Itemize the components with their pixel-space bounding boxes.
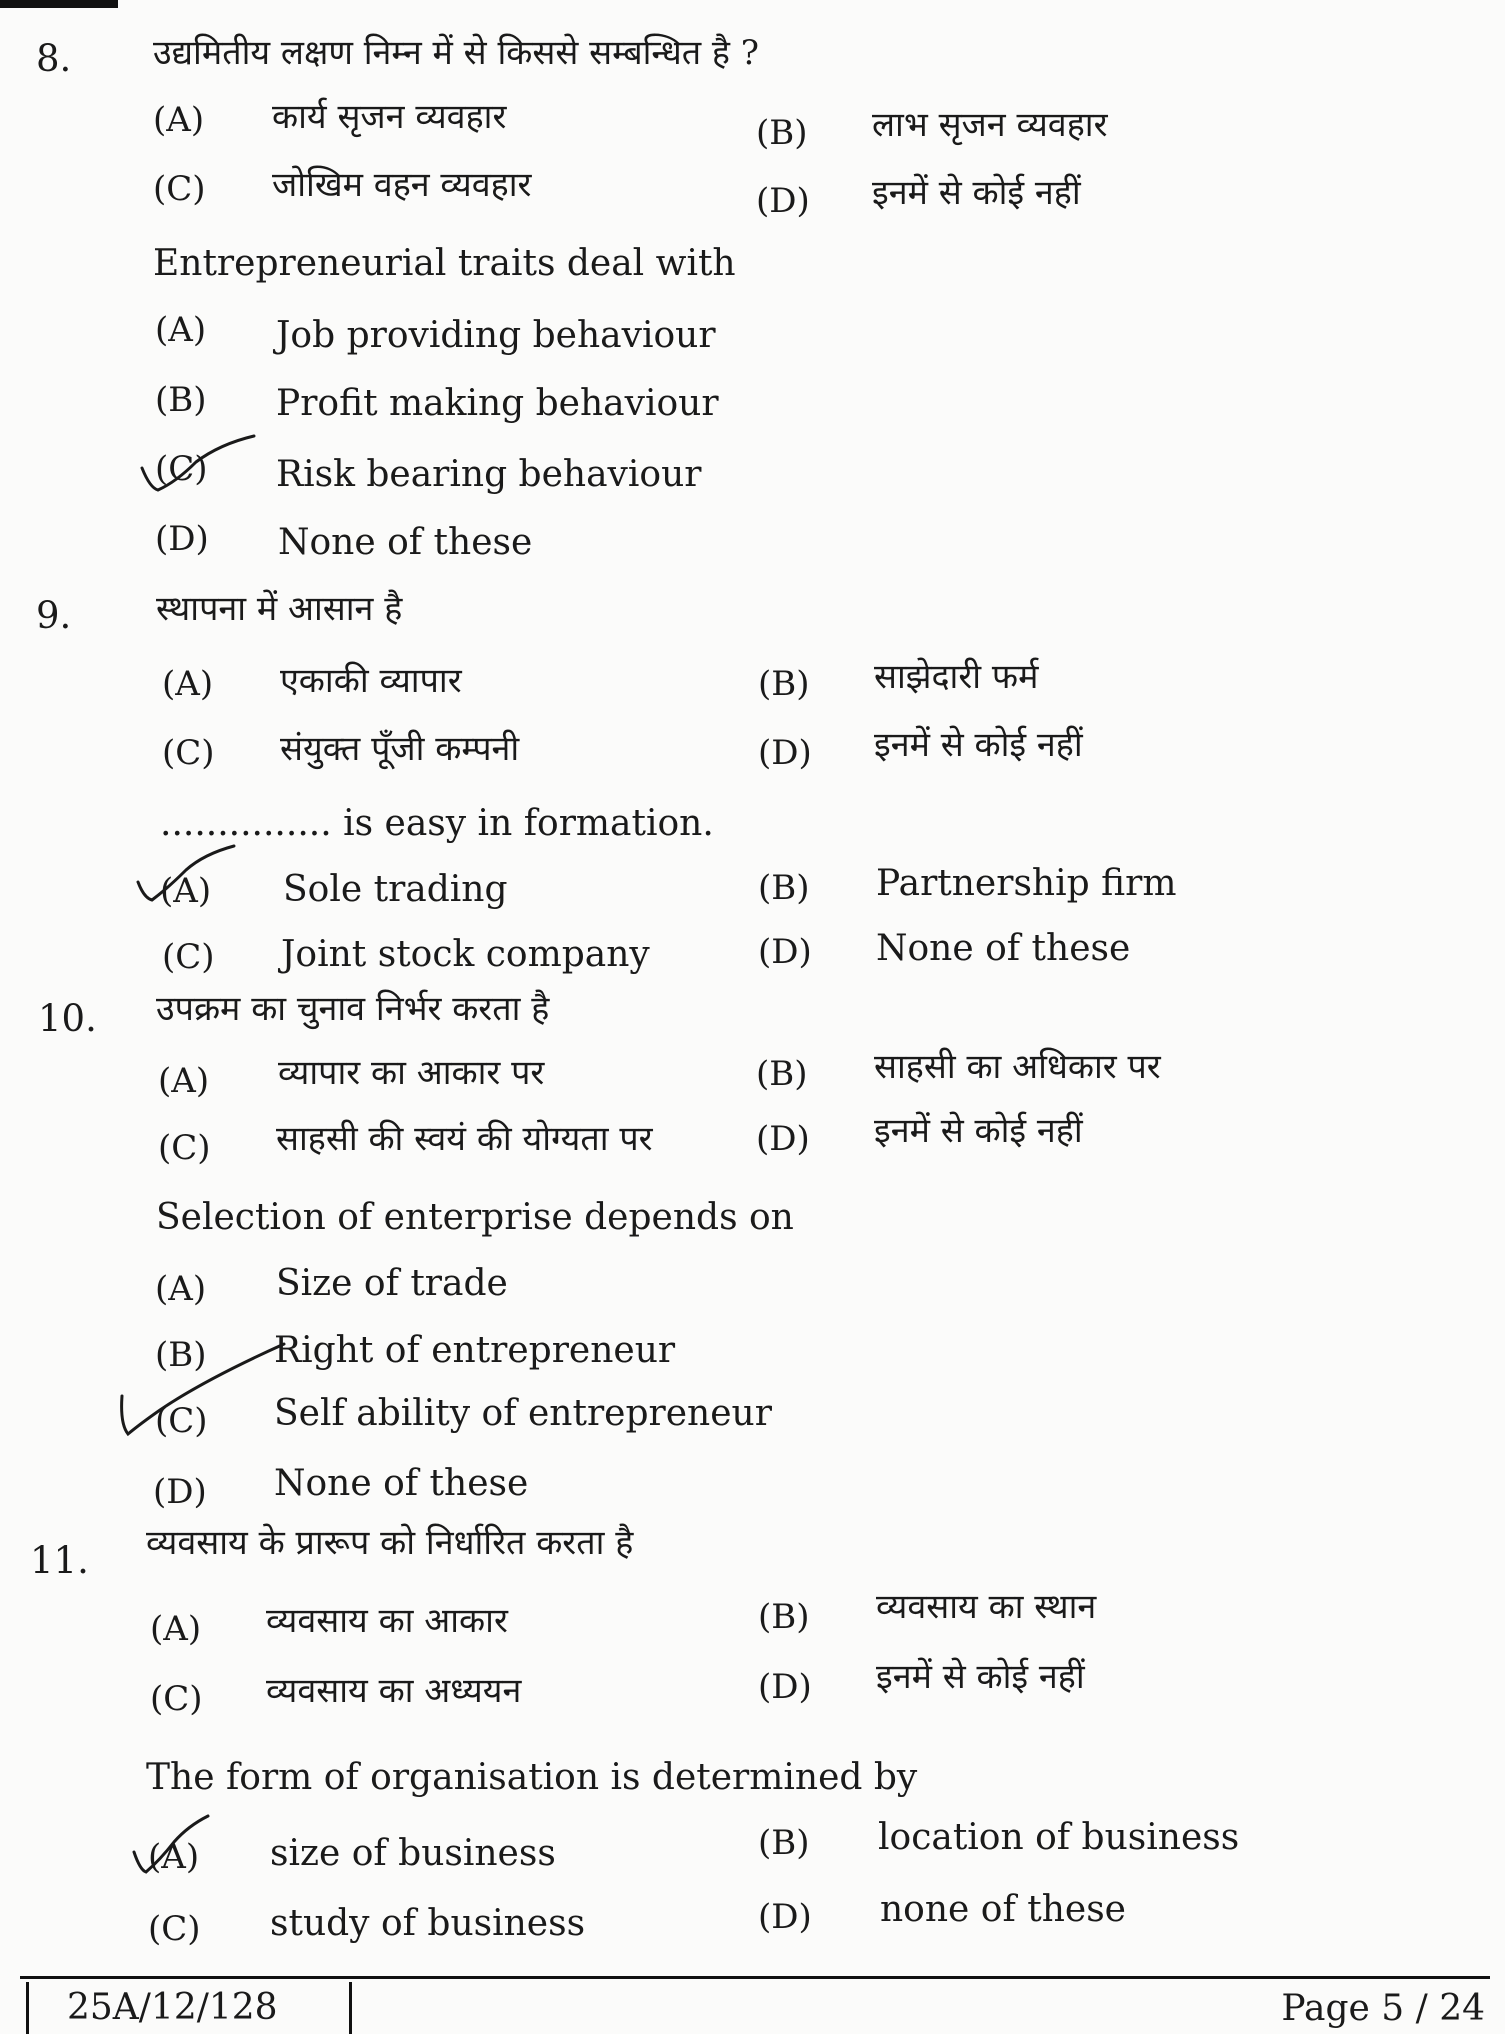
option-label: (A): [148, 1837, 200, 1877]
paper-code: 25A/12/128: [26, 1982, 352, 2034]
tick-mark-icon: [128, 1812, 218, 1882]
option-text-hindi: व्यवसाय का स्थान: [876, 1587, 1097, 1627]
option-label: (B): [756, 113, 808, 153]
question-stem-english: The form of organisation is determined by: [146, 1757, 918, 1798]
question-stem-hindi: उद्यमितीय लक्षण निम्न में से किससे सम्बन्धित है ?: [153, 33, 760, 73]
option-label: (C): [155, 1401, 208, 1441]
question-number: 8.: [36, 37, 72, 80]
option-text-hindi: इनमें से कोई नहीं: [872, 173, 1081, 213]
option-text-hindi: इनमें से कोई नहीं: [874, 1111, 1083, 1151]
option-text-hindi: साझेदारी फर्म: [874, 657, 1039, 697]
option-text-hindi: इनमें से कोई नहीं: [874, 725, 1083, 765]
option-label: (A): [162, 664, 214, 704]
option-label: (C): [148, 1909, 201, 1949]
option-label: (B): [155, 1335, 207, 1375]
option-label: (A): [155, 1269, 207, 1309]
option-label: (B): [155, 380, 207, 420]
option-label: (B): [758, 1597, 810, 1637]
question-stem-english: Entrepreneurial traits deal with: [153, 243, 736, 284]
option-text-hindi: जोखिम वहन व्यवहार: [272, 165, 532, 205]
option-label: (C): [162, 733, 215, 773]
question-number: 10.: [38, 997, 97, 1040]
option-text-english: Job providing behaviour: [276, 315, 716, 356]
option-label: (B): [758, 1823, 810, 1863]
option-text-english: location of business: [878, 1817, 1240, 1858]
option-text-hindi: लाभ सृजन व्यवहार: [872, 105, 1108, 145]
option-text-english: None of these: [876, 928, 1131, 969]
option-text-english: Partnership firm: [876, 863, 1177, 904]
option-text-hindi: व्यापार का आकार पर: [278, 1053, 545, 1093]
option-text-hindi: व्यवसाय का अध्ययन: [266, 1671, 522, 1711]
option-label: (B): [756, 1054, 808, 1094]
option-label: (B): [758, 868, 810, 908]
option-label: (D): [756, 181, 810, 221]
question-stem-english: ............... is easy in formation.: [160, 803, 714, 844]
option-label: (D): [758, 932, 812, 972]
option-text-hindi: इनमें से कोई नहीं: [876, 1657, 1085, 1697]
option-label: (D): [153, 1472, 207, 1512]
option-label: (A): [153, 100, 205, 140]
question-stem-hindi: व्यवसाय के प्रारूप को निर्धारित करता है: [146, 1523, 634, 1563]
option-text-english: Profit making behaviour: [276, 383, 719, 424]
tick-mark-icon: [136, 432, 266, 502]
option-label: (D): [758, 733, 812, 773]
tick-mark-icon: [134, 842, 244, 912]
option-text-english: size of business: [270, 1833, 556, 1874]
option-label: (C): [162, 937, 215, 977]
option-label: (D): [758, 1667, 812, 1707]
top-edge-mark: [0, 0, 118, 8]
option-label: (A): [160, 871, 212, 911]
option-text-english: Joint stock company: [281, 934, 650, 975]
question-stem-english: Selection of enterprise depends on: [156, 1197, 794, 1238]
footer-rule: [20, 1976, 1490, 1979]
option-label: (D): [155, 519, 209, 559]
question-number: 9.: [36, 594, 72, 637]
option-text-hindi: व्यवसाय का आकार: [266, 1601, 508, 1641]
option-text-english: Sole trading: [283, 869, 508, 910]
option-text-english: Risk bearing behaviour: [276, 454, 702, 495]
option-text-hindi: एकाकी व्यापार: [280, 661, 462, 701]
option-label: (A): [158, 1061, 210, 1101]
option-label: (C): [150, 1679, 203, 1719]
question-stem-hindi: स्थापना में आसान है: [156, 589, 403, 629]
tick-mark-icon: [114, 1335, 294, 1440]
option-label: (B): [758, 664, 810, 704]
option-label: (C): [158, 1128, 211, 1168]
option-text-english: None of these: [278, 522, 533, 563]
option-text-english: Right of entrepreneur: [274, 1330, 676, 1371]
option-text-english: none of these: [880, 1889, 1126, 1930]
option-text-english: study of business: [270, 1903, 586, 1944]
option-label: (C): [155, 449, 208, 489]
option-text-hindi: संयुक्त पूँजी कम्पनी: [280, 729, 520, 769]
option-text-english: Self ability of entrepreneur: [274, 1393, 772, 1434]
option-label: (A): [155, 310, 207, 350]
option-text-english: Size of trade: [276, 1263, 508, 1304]
question-number: 11.: [30, 1539, 89, 1582]
question-stem-hindi: उपक्रम का चुनाव निर्भर करता है: [156, 989, 550, 1029]
option-text-english: None of these: [274, 1463, 529, 1504]
option-label: (D): [758, 1897, 812, 1937]
option-label: (D): [756, 1119, 810, 1159]
option-label: (A): [150, 1609, 202, 1649]
page-number: Page 5 / 24: [1281, 1988, 1485, 2029]
option-text-hindi: साहसी की स्वयं की योग्यता पर: [276, 1119, 653, 1159]
option-text-hindi: साहसी का अधिकार पर: [874, 1047, 1161, 1087]
option-label: (C): [153, 169, 206, 209]
option-text-hindi: कार्य सृजन व्यवहार: [272, 97, 507, 137]
